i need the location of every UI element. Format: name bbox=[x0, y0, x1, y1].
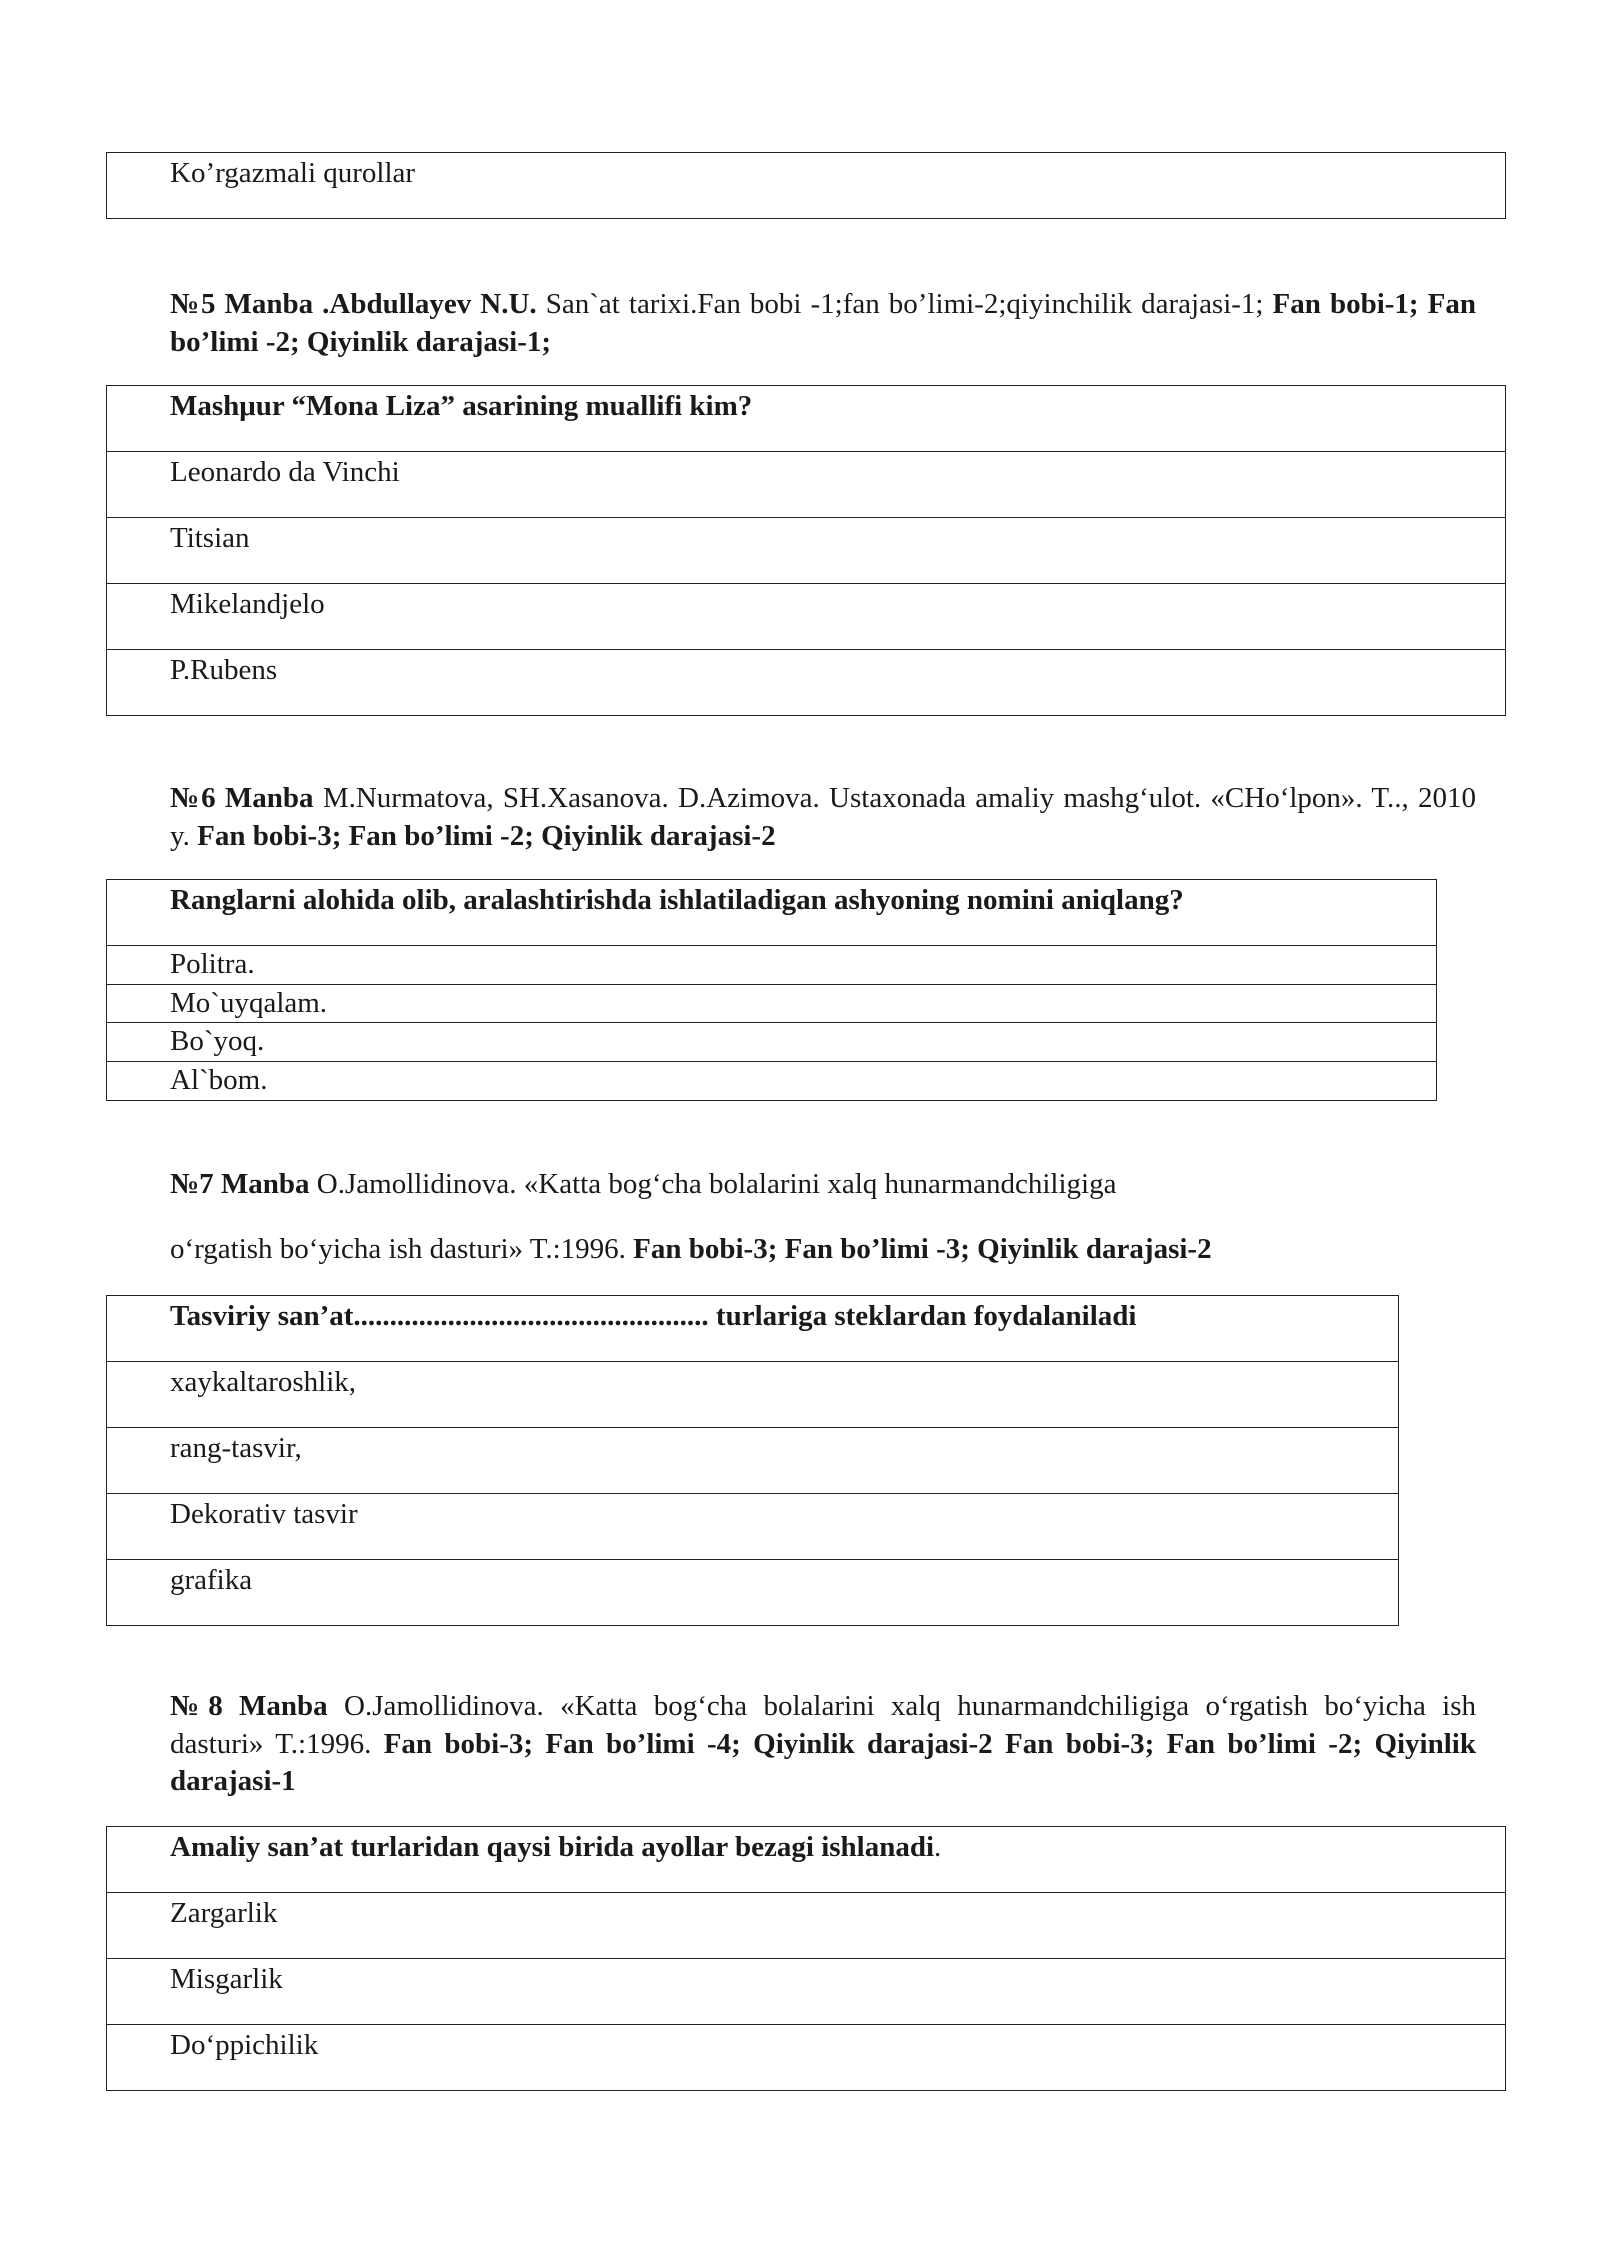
answer-option: Do‘ppichilik bbox=[107, 2025, 1506, 2091]
table-row bbox=[107, 1428, 1399, 1494]
question-text: Ranglarni alohida olib, aralashtirishda ishlatiladigan ashyoning nomini aniqlang? bbox=[107, 880, 1437, 946]
source-reference: №5 Manba .Abdullayev N.U. San`at tarixi.Fan bobi -1;fan bo’limi-2;qiyinchilik darajasi-1; Fan bobi-1; Fan bo’limi -2; Qiyinlik darajasi-1; bbox=[170, 288, 1476, 358]
question-table bbox=[106, 1826, 1506, 2091]
answer-option: Misgarlik bbox=[107, 1959, 1506, 2025]
table-row bbox=[107, 1959, 1506, 2025]
table-row bbox=[107, 650, 1506, 716]
table-row bbox=[107, 1494, 1399, 1560]
question-text: Amaliy san’at turlaridan qaysi birida ayollar bezagi ishlanadi. bbox=[107, 1827, 1506, 1893]
answer-option: Al`bom. bbox=[107, 1062, 1437, 1101]
answer-option: Titsian bbox=[107, 518, 1506, 584]
source-reference-continued: o‘rgatish bo‘yicha ish dasturi» T.:1996. Fan bobi-3; Fan bo’limi -3; Qiyinlik darajasi-2 bbox=[170, 1233, 1212, 1265]
answer-option: Ko’rgazmali qurollar bbox=[107, 153, 1506, 219]
source-reference: №7 Manba O.Jamollidinova. «Katta bog‘cha bolalarini xalq hunarmandchiligiga bbox=[170, 1168, 1117, 1200]
table-row bbox=[107, 1827, 1506, 1893]
answer-option: Bo`yoq. bbox=[107, 1023, 1437, 1062]
table-row bbox=[107, 1296, 1399, 1362]
answer-option: Mo`uyqalam. bbox=[107, 984, 1437, 1023]
answer-option: Leonardo da Vinchi bbox=[107, 452, 1506, 518]
source-reference: №6 Manba M.Nurmatova, SH.Xasanova. D.Azimova. Ustaxonada amaliy mashg‘ulot. «CHo‘lpon». T.., 2010 y. Fan bobi-3; Fan bo’limi -2; Qiyinlik darajasi-2 bbox=[170, 782, 1476, 852]
answer-option: Dekorativ tasvir bbox=[107, 1494, 1399, 1560]
answer-option: grafika bbox=[107, 1560, 1399, 1626]
table-row bbox=[107, 452, 1506, 518]
table-row bbox=[107, 880, 1437, 946]
question-text: Mashμur “Mona Liza” asarining muallifi kim? bbox=[107, 386, 1506, 452]
answer-option: Politra. bbox=[107, 946, 1437, 985]
answer-option: Zargarlik bbox=[107, 1893, 1506, 1959]
answer-option: rang-tasvir, bbox=[107, 1428, 1399, 1494]
question-text: Tasviriy san’at................................................. turlariga steklardan foydalaniladi bbox=[107, 1296, 1399, 1362]
table-row bbox=[107, 153, 1506, 219]
answer-option: Mikelandjelo bbox=[107, 584, 1506, 650]
table-row bbox=[107, 386, 1506, 452]
table-row bbox=[107, 946, 1437, 985]
answer-option: P.Rubens bbox=[107, 650, 1506, 716]
table-row bbox=[107, 984, 1437, 1023]
question-table bbox=[106, 1295, 1399, 1626]
question-table bbox=[106, 385, 1506, 716]
table-row bbox=[107, 584, 1506, 650]
answer-option: xaykaltaroshlik, bbox=[107, 1362, 1399, 1428]
table-row bbox=[107, 1062, 1437, 1101]
table-row bbox=[107, 2025, 1506, 2091]
question-table bbox=[106, 879, 1437, 1101]
source-reference: №8 Manba O.Jamollidinova. «Katta bog‘cha bolalarini xalq hunarmandchiligiga o‘rgatish bo‘yicha ish dasturi» T.:1996. Fan bobi-3; Fan bo’limi -4; Qiyinlik darajasi-2 Fan bobi-3; Fan bo’limi -2; Qiyinlik darajasi-1 bbox=[170, 1690, 1476, 1798]
table-row bbox=[107, 1560, 1399, 1626]
table-row bbox=[107, 1893, 1506, 1959]
table-row bbox=[107, 1362, 1399, 1428]
answer-table-top bbox=[106, 152, 1506, 219]
table-row bbox=[107, 518, 1506, 584]
table-row bbox=[107, 1023, 1437, 1062]
